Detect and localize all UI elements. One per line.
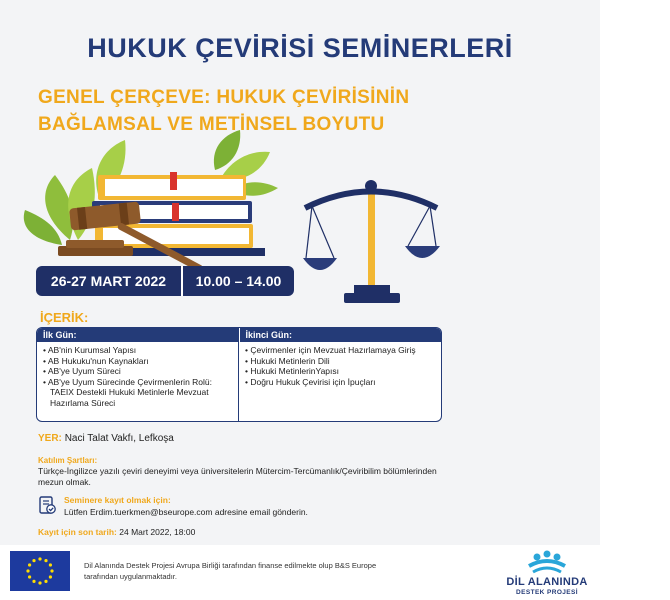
logo-title: DİL ALANINDA [506,576,588,588]
requirements-label: Katılım Şartları: [38,456,98,465]
list-item: • AB'ye Uyum Sürecinde Çevirmenlerin Rolü: TAEIX Destekli Hukuki Metinlerle Mevzuat Hazırlama Süreci [43,376,212,408]
footer-funding-text: Dil Alanında Destek Projesi Avrupa Birliği tarafından finanse edilmekte olup B&S Europe tarafından uygulanmaktadır. [84,561,377,581]
event-dates: 26-27 MART 2022 [36,266,183,296]
list-item: • AB'nin Kurumsal Yapısı [43,345,137,355]
scales-icon [303,180,440,303]
list-item: • Doğru Hukuk Çevirisi için İpuçları [245,376,376,387]
day1-column [37,342,239,421]
day2-column [239,342,441,421]
deadline-label: Kayıt için son tarih: [38,527,117,537]
list-item: • AB'ye Uyum Süreci [43,366,121,377]
requirements-text: Türkçe-İngilizce yazılı çeviri deneyimi veya üniversitelerin Mütercim-Tercümanlık/Çeviribilim bölümlerinden mezun olmak. [38,466,437,487]
day1-header: İlk Gün: [37,328,240,342]
checklist-icon [38,496,56,514]
location-value: Naci Talat Vakfı, Lefkoşa [64,433,174,444]
event-date-bar [36,266,294,296]
location [38,433,174,444]
list-item: • Çevirmenler için Mevzuat Hazırlamaya Giriş [245,345,416,355]
registration-label: Seminere kayıt olmak için: [64,495,171,505]
subtitle-line-2: BAĞLAMSAL VE METİNSEL BOYUTU [38,114,385,135]
program-table [36,327,442,422]
list-item: • Hukuki MetinlerinYapısı [245,366,339,377]
page-title: HUKUK ÇEVİRİSİ SEMİNERLERİ [87,33,513,63]
day2-header: İkinci Gün: [245,330,293,340]
eu-flag-icon [10,551,70,591]
list-item: • Hukuki Metinlerin Dili [245,355,330,366]
registration-deadline [38,527,195,537]
event-time: 10.00 – 14.00 [195,273,282,289]
location-label: YER: [38,433,62,444]
program-table-header [37,328,441,342]
content-section-title: İÇERİK: [40,310,89,325]
deadline-value: 24 Mart 2022, 18:00 [119,527,196,537]
list-item: • AB Hukuku'nun Kaynakları [43,355,149,366]
logo-subtitle: DESTEK PROJESİ [516,589,578,596]
registration-text: Lütfen Erdim.tuerkmen@bseurope.com adresine email gönderin. [64,507,308,517]
subtitle-line-1: GENEL ÇERÇEVE: HUKUK ÇEVİRİSİNİN [38,87,410,108]
